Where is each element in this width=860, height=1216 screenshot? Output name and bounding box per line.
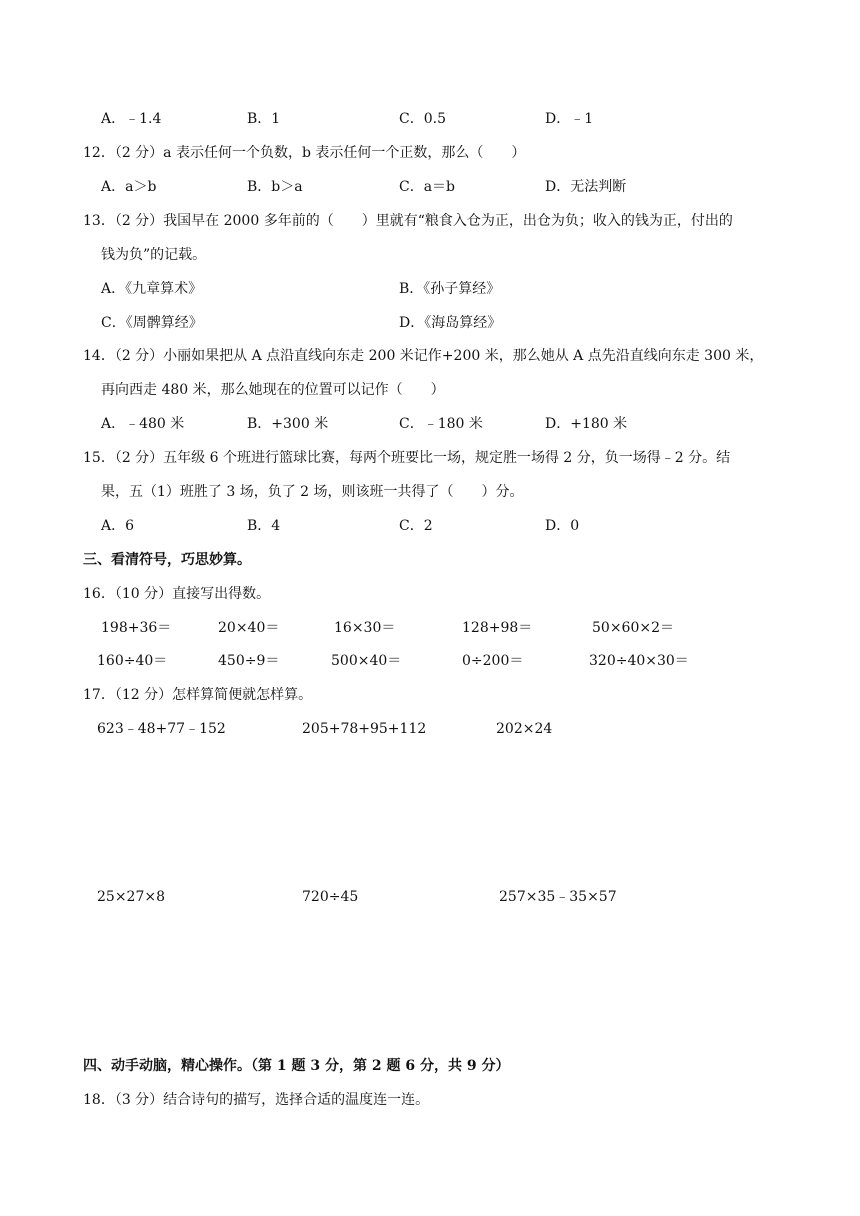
q16-expr-10: 320÷40×30＝ bbox=[589, 653, 689, 669]
q12-text: 12．（2 分）a 表示任何一个负数，b 表示任何一个正数，那么（ ） bbox=[83, 145, 526, 161]
q14-option-b: B．+300 米 bbox=[247, 416, 329, 432]
q15-option-c: C．2 bbox=[399, 518, 433, 534]
q13-option-d: D．《海岛算经》 bbox=[399, 315, 502, 331]
q16-expr-7: 450÷9＝ bbox=[218, 653, 280, 669]
q16-expr-1: 198+36＝ bbox=[101, 620, 172, 636]
q15-option-d: D．0 bbox=[545, 518, 580, 534]
q17-expr-2: 205+78+95+112 bbox=[302, 721, 427, 737]
section-3-title: 三、看清符号，巧思妙算。 bbox=[83, 552, 251, 568]
q16-expr-3: 16×30＝ bbox=[334, 620, 396, 636]
q12-option-d: D．无法判断 bbox=[545, 179, 627, 195]
q13-option-c: C．《周髀算经》 bbox=[101, 315, 203, 331]
q15-option-b: B．4 bbox=[247, 518, 281, 534]
q17-expr-3: 202×24 bbox=[496, 721, 553, 737]
q12-option-c: C．a＝b bbox=[399, 179, 456, 195]
q16-expr-9: 0÷200＝ bbox=[462, 653, 524, 669]
q11-option-a: A．﹣1.4 bbox=[101, 111, 162, 127]
section-4-title: 四、动手动脑，精心操作。（第 1 题 3 分，第 2 题 6 分，共 9 分） bbox=[83, 1058, 510, 1074]
q13-text-line1: 13．（2 分）我国早在 2000 多年前的（ ）里就有“粮食入仓为正，出仓为负；收入的钱为正，付出的 bbox=[83, 213, 733, 229]
q12-option-a: A．a＞b bbox=[101, 179, 157, 195]
q13-text-line2: 钱为负”的记载。 bbox=[101, 247, 207, 263]
q16-expr-5: 50×60×2＝ bbox=[592, 620, 674, 636]
q17-text: 17．（12 分）怎样算简便就怎样算。 bbox=[83, 687, 313, 703]
q15-option-a: A．6 bbox=[101, 518, 135, 534]
q14-text-line2: 再向西走 480 米，那么她现在的位置可以记作（ ） bbox=[101, 382, 445, 398]
q12-option-b: B．b＞a bbox=[247, 179, 303, 195]
q16-expr-4: 128+98＝ bbox=[462, 620, 533, 636]
q17-expr-4: 25×27×8 bbox=[97, 889, 165, 905]
q11-option-c: C．0.5 bbox=[399, 111, 446, 127]
q11-option-b: B．1 bbox=[247, 111, 281, 127]
q16-text: 16．（10 分）直接写出得数。 bbox=[83, 586, 271, 602]
q15-text-line1: 15．（2 分）五年级 6 个班进行篮球比赛，每两个班要比一场，规定胜一场得 2 分，负一场得﹣2 分。结 bbox=[83, 450, 731, 466]
q13-option-b: B．《孙子算经》 bbox=[399, 281, 501, 297]
q16-expr-2: 20×40＝ bbox=[218, 620, 280, 636]
q13-option-a: A．《九章算术》 bbox=[101, 281, 203, 297]
q17-expr-5: 720÷45 bbox=[302, 889, 359, 905]
q11-option-d: D．﹣1 bbox=[545, 111, 594, 127]
q15-text-line2: 果，五（1）班胜了 3 场，负了 2 场，则该班一共得了（ ）分。 bbox=[101, 484, 524, 500]
q14-option-d: D．+180 米 bbox=[545, 416, 628, 432]
q16-expr-8: 500×40＝ bbox=[331, 653, 402, 669]
q14-text-line1: 14．（2 分）小丽如果把从 A 点沿直线向东走 200 米记作+200 米，那么她从 A 点先沿直线向东走 300 米， bbox=[83, 348, 764, 364]
q14-option-c: C．﹣180 米 bbox=[399, 416, 483, 432]
q16-expr-6: 160÷40＝ bbox=[97, 653, 168, 669]
q17-expr-6: 257×35﹣35×57 bbox=[499, 889, 617, 905]
q17-expr-1: 623﹣48+77﹣152 bbox=[97, 721, 226, 737]
q14-option-a: A．﹣480 米 bbox=[101, 416, 185, 432]
q18-text: 18．（3 分）结合诗句的描写，选择合适的温度连一连。 bbox=[83, 1092, 430, 1108]
